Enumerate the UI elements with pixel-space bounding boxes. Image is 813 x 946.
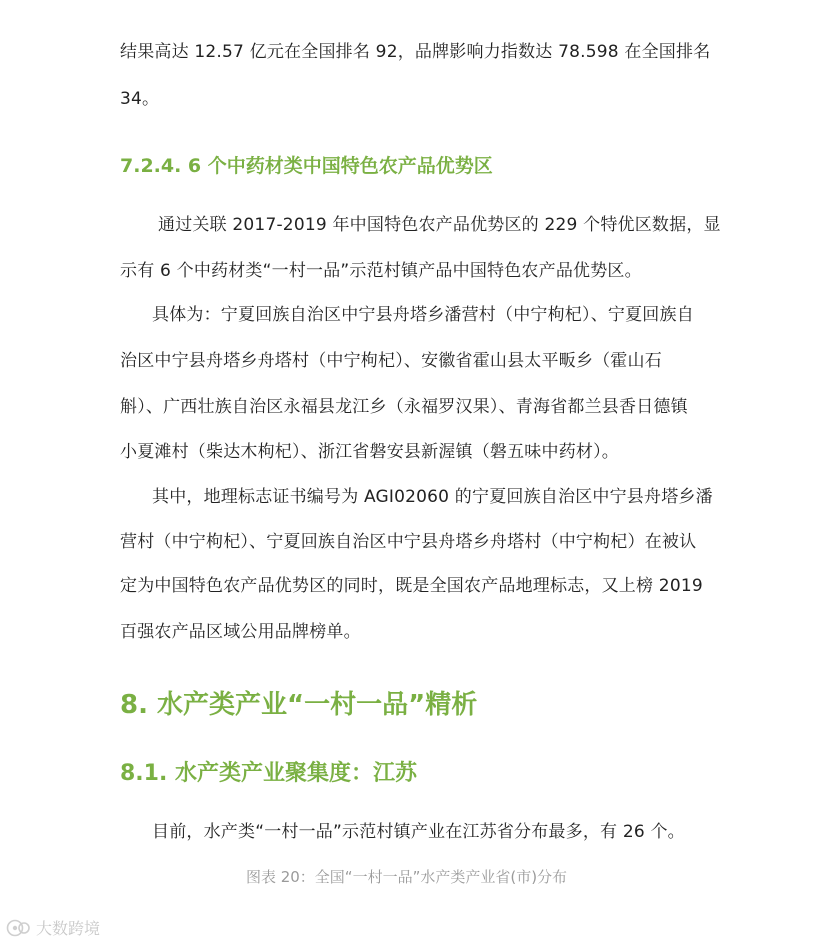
figure-caption: 图表 20：全国“一村一品”水产类产业省(市)分布: [245, 868, 568, 886]
watermark: [6, 916, 100, 939]
paragraph-line: 定为中国特色农产品优势区的同时，既是全国农产品地理标志，又上榜 2019: [120, 576, 703, 596]
paragraph-line: 营村（中宁枸杞）、宁夏回族自治区中宁县舟塔乡舟塔村（中宁枸杞）在被认: [120, 532, 697, 552]
paragraph-line: 小夏滩村（柴达木枸杞）、浙江省磐安县新渥镇（磐五味中药材）。: [120, 442, 619, 462]
section-heading-7-2-4: 7.2.4. 6 个中药材类中国特色农产品优势区: [120, 155, 493, 177]
paragraph-line: 示有 6 个中药材类“一村一品”示范村镇产品中国特色农产品优势区。: [120, 261, 642, 281]
watermark-logo-icon: [6, 919, 32, 937]
paragraph-line: 结果高达 12.57 亿元在全国排名 92，品牌影响力指数达 78.598 在全国排名: [120, 42, 711, 62]
paragraph-line: 34。: [120, 89, 160, 109]
paragraph-line: 斛）、广西壮族自治区永福县龙江乡（永福罗汉果）、青海省都兰县香日德镇: [120, 397, 688, 417]
paragraph-line: 目前，水产类“一村一品”示范村镇产业在江苏省分布最多，有 26 个。: [152, 822, 685, 842]
paragraph-line: 其中，地理标志证书编号为 AGI02060 的宁夏回族自治区中宁县舟塔乡潘: [152, 487, 713, 507]
section-heading-8-1: 8.1. 水产类产业聚集度：江苏: [120, 761, 417, 786]
paragraph-line: 通过关联 2017-2019 年中国特色农产品优势区的 229 个特优区数据，显: [158, 215, 721, 235]
paragraph-line: 治区中宁县舟塔乡舟塔村（中宁枸杞）、安徽省霍山县太平畈乡（霍山石: [120, 351, 662, 371]
watermark-text: 大数跨境: [36, 919, 101, 938]
paragraph-line: 百强农产品区域公用品牌榜单。: [120, 622, 361, 642]
section-heading-8: 8. 水产类产业“一村一品”精析: [120, 690, 478, 720]
paragraph-line: 具体为：宁夏回族自治区中宁县舟塔乡潘营村（中宁枸杞）、宁夏回族自: [152, 305, 694, 325]
